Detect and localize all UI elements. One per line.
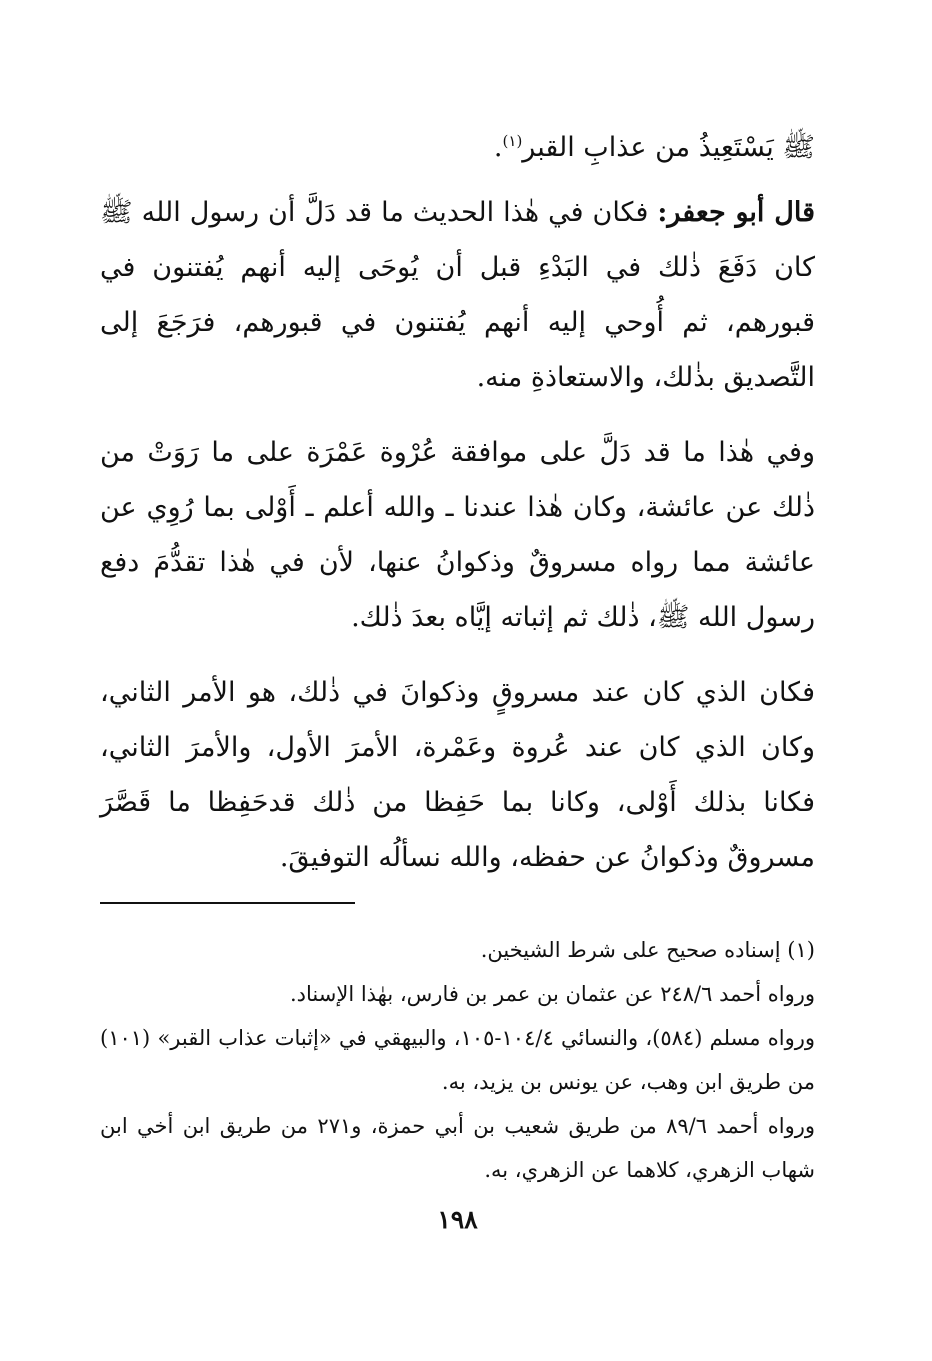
footnote-divider <box>100 902 355 904</box>
page-number: ١٩٨ <box>437 1205 478 1234</box>
paragraph-4-text: فكان الذي كان عند مسروقٍ وذكوانَ في ذٰلك، هو الأمر الثاني، وكان الذي كان عند عُروة وعَمْرة، الأمرَ الأول، والأمرَ الثاني، فكانا بذلك أَوْلى، وكانا بما حَفِظا من ذٰلك قدحَفِظا ما قَصَّرَ مسروقٌ وذكوانُ عن حفظه، والله نسألُه التوفيقَ. <box>100 677 815 873</box>
footnote-1: (١) إسناده صحيح على شرط الشيخين. <box>480 938 815 962</box>
document-page <box>100 120 815 1240</box>
footnotes <box>100 928 815 1192</box>
paragraph-3-text: وفي هٰذا ما قد دَلَّ على موافقة عُرْوة عَمْرَة على ما رَوَتْ من ذٰلك عن عائشة، وكان هٰذا عندنا ـ والله أعلم ـ أَوْلى بما رُوِي عن عائشة مما رواه مسروقٌ وذكوانُ عنها، لأن في هٰذا تقدُّمَ دفع رسول الله ﷺ، ذٰلك ثم إثباته إيَّاه بعدَ ذٰلك. <box>100 437 815 633</box>
paragraph-2-text: فكان في هٰذا الحديث ما قد دَلَّ أن رسول الله ﷺ كان دَفَعَ ذٰلك في البَدْءِ قبل أن يُوحَى إليه أنهم يُفتنون في قبورهم، ثم أُوحي إليه أنهم يُفتنون في قبورهم، فرَجَعَ إلى التَّصديق بذٰلك، والاستعاذةِ منه. <box>100 197 815 393</box>
footnote-reference: (١) <box>502 132 523 150</box>
footnote-2: ورواه أحمد ٢٤٨/٦ عن عثمان بن عمر بن فارس، بهٰذا الإسناد. <box>289 982 815 1006</box>
speaker-label: قال أبو جعفر: <box>657 197 815 228</box>
paragraph-1 <box>100 120 815 175</box>
paragraph-1-text: ﷺ يَسْتَعِيذُ من عذابِ القبر <box>522 132 815 163</box>
paragraph-2 <box>100 185 815 405</box>
paragraph-4 <box>100 665 815 885</box>
main-text <box>100 120 815 885</box>
footnote-4: ورواه أحمد ٨٩/٦ من طريق شعيب بن أبي حمزة، و٢٧١ من طريق ابن أخي ابن شهاب الزهري، كلاهما عن الزهري، به. <box>100 1114 816 1182</box>
paragraph-1-end: . <box>493 132 503 163</box>
paragraph-3 <box>100 425 815 645</box>
footnote-3: ورواه مسلم (٥٨٤)، والنسائي ١٠٤/٤-١٠٥، والبيهقي في «إثبات عذاب القبر» (١٠١) من طريق ابن وهب، عن يونس بن يزيد، به. <box>100 1026 815 1094</box>
